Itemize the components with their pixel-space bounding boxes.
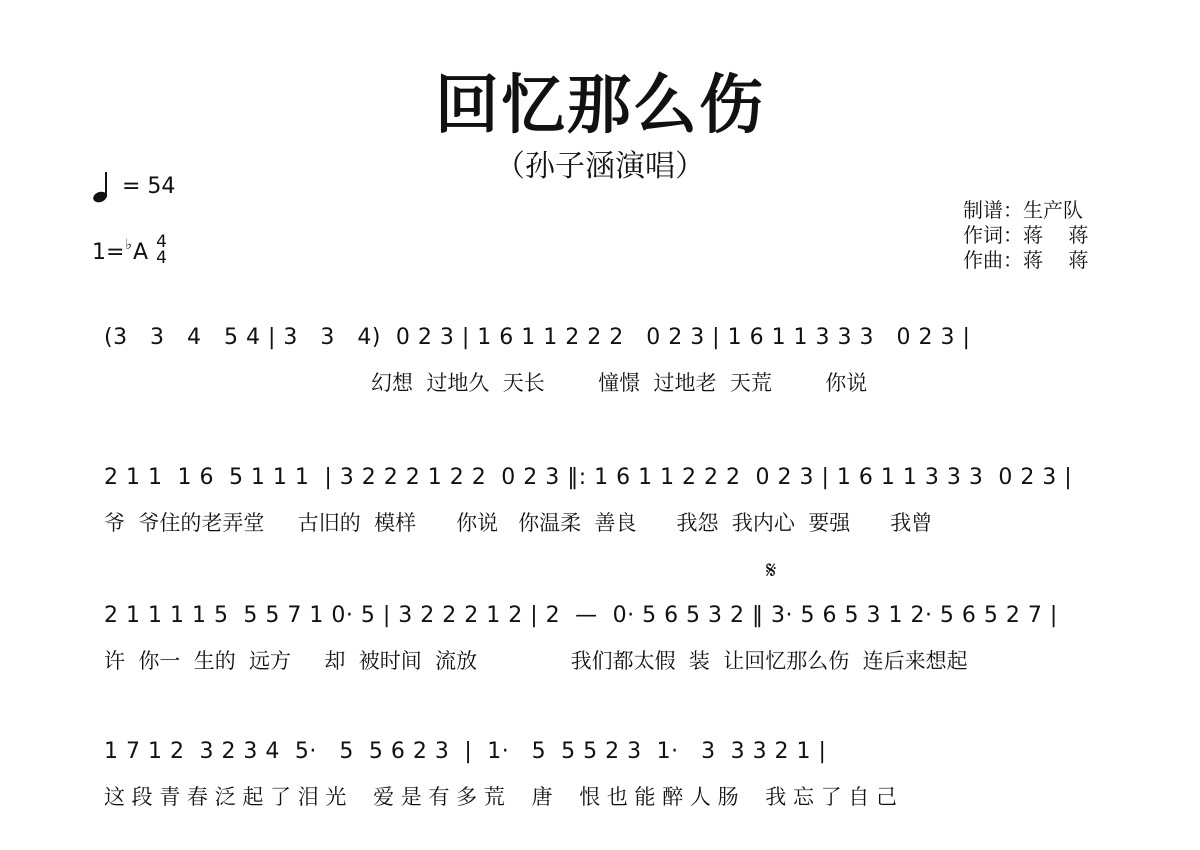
notation-line: (3 3 4 5 4 | 3 3 4) 0 2 3 | 1 6 1 1 2 2 2 0 2 3 | 1 6 1 1 3 3 3 0 2 3 | <box>104 325 971 350</box>
credit-composer: 作曲：蒋 蒋 <box>963 248 1089 272</box>
time-signature-bottom: 4 <box>156 248 167 268</box>
time-signature-top: 4 <box>156 232 167 252</box>
lyric-line: 许 你一 生的 远方 却 被时间 流放 我们都太假 装 让回忆那么伤 连后来想起 <box>104 649 968 673</box>
lyric-line: 这 段 青 春 泛 起 了 泪 光 爱 是 有 多 荒 唐 恨 也 能 醉 人 肠 我 忘 了 自 己 <box>104 785 897 809</box>
segno-icon: 𝄋 <box>766 556 777 584</box>
time-signature <box>156 234 167 266</box>
score-system-2 <box>0 456 1200 556</box>
song-title: 回忆那么伤 <box>435 69 765 143</box>
tempo-marking <box>92 170 175 204</box>
key-prefix: 1= <box>92 240 125 265</box>
score-system-4 <box>0 730 1200 830</box>
flat-sign: ♭ <box>125 237 133 253</box>
lyric-line: 爷 爷住的老弄堂 古旧的 模样 你说 你温柔 善良 我怨 我内心 要强 我曾 <box>104 511 933 535</box>
credit-lyricist: 作词：蒋 蒋 <box>963 223 1089 247</box>
quarter-note-icon <box>92 170 112 204</box>
credits <box>963 198 1088 273</box>
credit-arranger: 制谱：生产队 <box>963 198 1083 222</box>
lyric-line: 幻想 过地久 天长 憧憬 过地老 天荒 你说 <box>104 371 868 395</box>
notation-line: 1 7 1 2 3 2 3 4 5· 5 5 6 2 3 | 1· 5 5 5 2 3 1· 3 3 3 2 1 | <box>104 739 827 764</box>
notation-line: 2 1 1 1 6 5 1 1 1 | 3 2 2 2 1 2 2 0 2 3 ‖: 1 6 1 1 2 2 2 0 2 3 | 1 6 1 1 3 3 3 0 2 3 | <box>104 465 1073 490</box>
notation-line: 2 1 1 1 1 5 5 5 7 1 0· 5 | 3 2 2 2 1 2 | 2 — 0· 5 6 5 3 2 ‖ 3· 5 6 5 3 1 2· 5 6 5 2 7 | <box>104 603 1058 628</box>
tempo-value: = 54 <box>122 174 176 199</box>
song-subtitle: （孙子涵演唱） <box>495 149 705 184</box>
score-system-1 <box>0 316 1200 416</box>
score-system-3 <box>0 594 1200 694</box>
key-signature <box>92 232 167 270</box>
key-note: A <box>133 240 149 265</box>
